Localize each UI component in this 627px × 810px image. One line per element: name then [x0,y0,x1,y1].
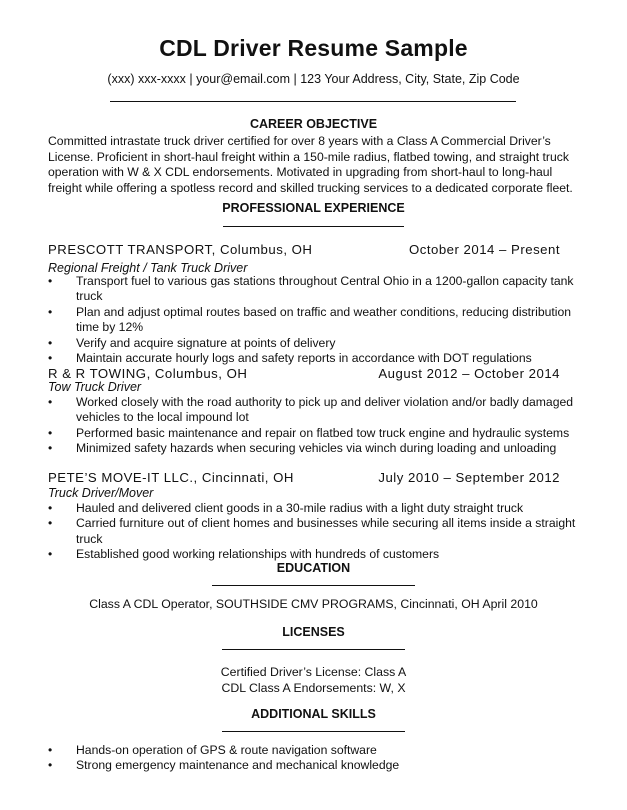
bullet-icon: • [48,441,53,456]
list-item [48,395,583,426]
list-item-text: Verify and acquire signature at points of delivery [76,335,336,350]
list-item [48,426,583,441]
bullet-icon: • [48,425,53,440]
job-header [48,242,560,257]
license-line: CDL Class A Endorsements: W, X [221,681,406,695]
job-company: PETE’S MOVE-IT LLC., Cincinnati, OH [48,470,294,485]
list-item [48,305,583,336]
bullet-icon: • [48,501,53,515]
list-item-text: Maintain accurate hourly logs and safety reports in accordance with DOT regulations [76,351,532,366]
skills-list [48,743,583,774]
licenses-divider [222,649,405,650]
list-item [48,743,583,758]
bullet-icon: • [48,335,53,350]
bullet-icon: • [48,351,53,366]
job-company: PRESCOTT TRANSPORT, Columbus, OH [48,242,313,257]
list-item [48,758,583,773]
license-line: Certified Driver’s License: Class A [220,665,407,679]
list-item-text: Plan and adjust optimal routes based on traffic and weather conditions, reducing distribution time by 12% [76,304,572,335]
job-role: Regional Freight / Tank Truck Driver [48,261,248,275]
list-item-text: Carried furniture out of client homes and businesses while securing all items inside a straight truck [76,516,576,546]
list-item-text: Performed basic maintenance and repair on flatbed tow truck engine and hydraulic systems [76,425,570,440]
list-item [48,274,583,305]
bullet-icon: • [48,304,53,319]
list-item-text: Transport fuel to various gas stations throughout Central Ohio in a 1200-gallon capacity tank truck [76,274,574,304]
list-item-text: Minimized safety hazards when securing vehicles via winch during loading and unloading [76,441,557,456]
job-company: R & R TOWING, Columbus, OH [48,366,248,381]
job-bullets [48,501,583,563]
job-header [48,470,560,485]
job-header [48,366,560,381]
resume-name: CDL Driver Resume Sample [159,35,468,61]
experience-heading: PROFESSIONAL EXPERIENCE [222,201,405,215]
list-item [48,351,583,366]
education-heading: EDUCATION [276,561,351,575]
education-divider [212,585,415,586]
list-item [48,441,583,456]
education-line: Class A CDL Operator, SOUTHSIDE CMV PROGRAMS, Cincinnati, OH April 2010 [89,597,538,611]
list-item [48,501,583,516]
list-item [48,336,583,351]
career-objective-text: Committed intrastate truck driver certified for over 8 years with a Class A Commercial Driver’s License. Proficient in short-haul freight within a 150-mile radius, flatbed towing, and straight truck operation with W & X CDL endorsements. Motivated in upgrading from short-haul to long-haul freight while offering a spotless record and skilled trucking services to a dedicated corporate fleet. [48,134,573,195]
bullet-icon: • [48,758,53,773]
bullet-icon: • [48,547,53,562]
skills-heading: ADDITIONAL SKILLS [251,707,376,721]
experience-divider [223,226,404,227]
job-role: Truck Driver/Mover [48,486,154,500]
licenses-heading: LICENSES [282,625,345,639]
contact-line: (xxx) xxx-xxxx | your@email.com | 123 Your Address, City, State, Zip Code [107,72,520,86]
bullet-icon: • [48,395,53,409]
job-dates: October 2014 – Present [408,242,560,257]
job-bullets [48,395,583,457]
job-dates: August 2012 – October 2014 [378,366,560,381]
career-objective-heading: CAREER OBJECTIVE [249,117,378,131]
bullet-icon: • [48,516,53,531]
header-divider [110,101,516,102]
skills-divider [222,731,405,732]
list-item-text: Strong emergency maintenance and mechanical knowledge [76,758,400,773]
job-dates: July 2010 – September 2012 [378,470,560,485]
list-item-text: Worked closely with the road authority to pick up and deliver violation and/or badly damaged vehicles to the local impound lot [76,395,574,425]
list-item-text: Hands-on operation of GPS & route navigation software [76,743,377,757]
list-item-text: Hauled and delivered client goods in a 30-mile radius with a light duty straight truck [76,501,524,515]
bullet-icon: • [48,743,53,757]
job-role: Tow Truck Driver [48,380,142,394]
list-item [48,516,583,547]
bullet-icon: • [48,274,53,288]
job-bullets [48,274,583,366]
list-item-text: Established good working relationships with hundreds of customers [76,547,440,562]
